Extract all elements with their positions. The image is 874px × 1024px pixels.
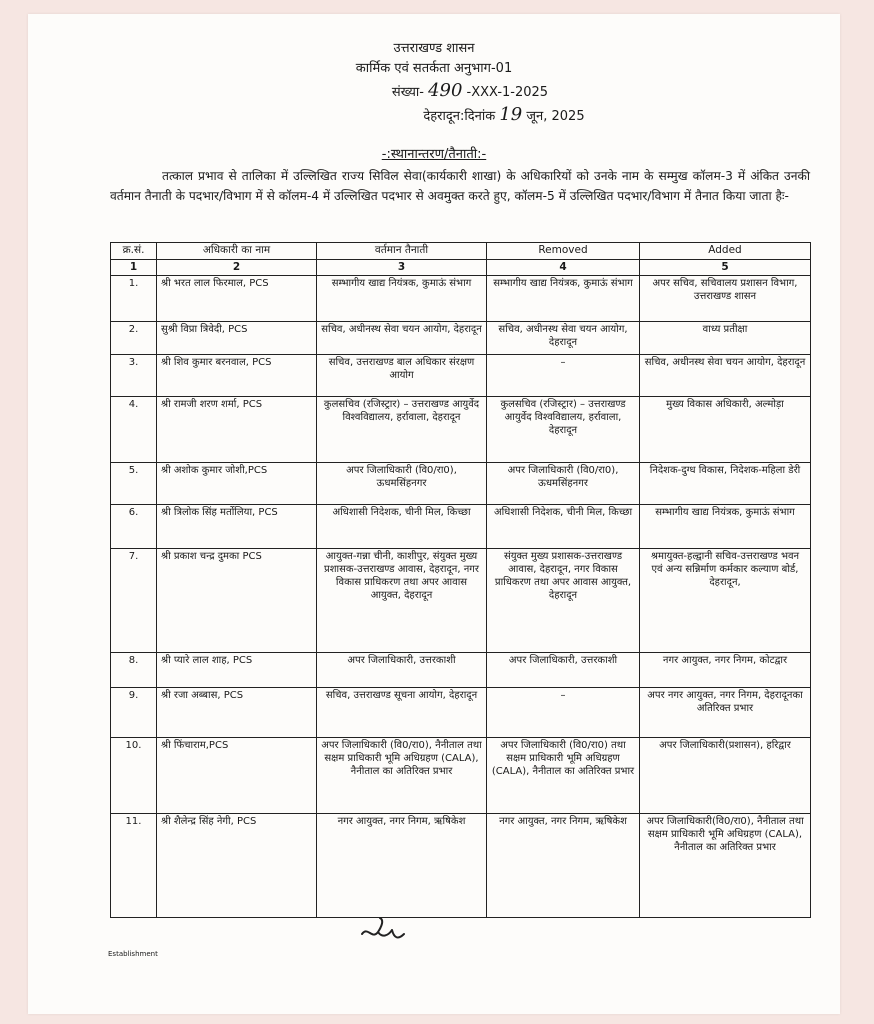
table-row xyxy=(111,549,811,653)
cell-removed: अपर जिलाधिकारी (वि0/रा0), ऊधमसिंहनगर xyxy=(487,463,640,505)
cell-added: नगर आयुक्त, नगर निगम, कोटद्वार xyxy=(640,653,811,688)
order-number xyxy=(28,80,874,101)
cell-removed: नगर आयुक्त, नगर निगम, ऋषिकेश xyxy=(487,814,640,918)
cell-serial: 2. xyxy=(111,322,157,355)
order-title: -:स्थानान्तरण/तैनाती:- xyxy=(381,147,487,162)
table-row xyxy=(111,355,811,397)
signature-mark xyxy=(358,914,408,946)
table-row xyxy=(111,276,811,322)
government-name: उत्तराखण्ड शासन xyxy=(393,41,475,56)
cell-added: निदेशक-दुग्ध विकास, निदेशक-महिला डेरी xyxy=(640,463,811,505)
table-row xyxy=(111,814,811,918)
header-added: Added xyxy=(640,243,811,260)
cell-current: सचिव, उत्तराखण्ड सूचना आयोग, देहरादून xyxy=(317,688,487,738)
cell-name: श्री शैलेन्द्र सिंह नेगी, PCS xyxy=(157,814,317,918)
cell-added: अपर सचिव, सचिवालय प्रशासन विभाग, उत्तराखण्ड शासन xyxy=(640,276,811,322)
cell-added: सम्भागीय खाद्य नियंत्रक, कुमाऊं संभाग xyxy=(640,505,811,549)
intro-text: तत्काल प्रभाव से तालिका में उल्लिखित राज्य सिविल सेवा(कार्यकारी शाखा) के अधिकारियों को उनके नाम के सम्मुख कॉलम-3 में अंकित उनकी वर्तमान तैनाती के पदभार/विभाग में से कॉलम-4 में उल्लिखित पदभार से अवमुक्त करते हुए, कॉलम-5 में उल्लिखित पदभार/विभाग में तैनात किया जाता हैः- xyxy=(110,169,810,203)
table-header-row xyxy=(111,243,811,260)
header-serial: क्र.सं. xyxy=(111,243,157,260)
column-number: 2 xyxy=(157,260,317,276)
table-row xyxy=(111,653,811,688)
column-number: 5 xyxy=(640,260,811,276)
cell-name: सुश्री विप्रा त्रिवेदी, PCS xyxy=(157,322,317,355)
order-number-prefix: संख्या- xyxy=(391,85,424,100)
cell-serial: 3. xyxy=(111,355,157,397)
cell-removed: अपर जिलाधिकारी, उत्तरकाशी xyxy=(487,653,640,688)
column-number: 3 xyxy=(317,260,487,276)
order-date-handwritten: 19 xyxy=(499,104,523,125)
cell-serial: 8. xyxy=(111,653,157,688)
cell-current: अपर जिलाधिकारी (वि0/रा0), नैनीताल तथा सक्षम प्राधिकारी भूमि अधिग्रहण (CALA), नैनीताल का अतिरिक्त प्रभार xyxy=(317,738,487,814)
cell-serial: 6. xyxy=(111,505,157,549)
cell-name: श्री भरत लाल फिरमाल, PCS xyxy=(157,276,317,322)
cell-removed: कुलसचिव (रजिस्ट्रार) – उत्तराखण्ड आयुर्वेद विश्वविद्यालय, हर्रावाला, देहरादून xyxy=(487,397,640,463)
footer-establishment: Establishment xyxy=(108,950,158,958)
cell-removed: सचिव, अधीनस्थ सेवा चयन आयोग, देहरादून xyxy=(487,322,640,355)
cell-current: सचिव, अधीनस्थ सेवा चयन आयोग, देहरादून xyxy=(317,322,487,355)
cell-name: श्री फिंचाराम,PCS xyxy=(157,738,317,814)
cell-added: श्रमायुक्त-हल्द्वानी सचिव-उत्तराखण्ड भवन एवं अन्य सन्निर्माण कर्मकार कल्याण बोर्ड, देहरादून, xyxy=(640,549,811,653)
transfer-table xyxy=(110,242,811,918)
cell-name: श्री रजा अब्बास, PCS xyxy=(157,688,317,738)
cell-removed: अधिशासी निदेशक, चीनी मिल, किच्छा xyxy=(487,505,640,549)
cell-removed: – xyxy=(487,355,640,397)
cell-current: कुलसचिव (रजिस्ट्रार) – उत्तराखण्ड आयुर्वेद विश्वविद्यालय, हर्रावाला, देहरादून xyxy=(317,397,487,463)
cell-serial: 5. xyxy=(111,463,157,505)
cell-current: नगर आयुक्त, नगर निगम, ऋषिकेश xyxy=(317,814,487,918)
cell-removed: संयुक्त मुख्य प्रशासक-उत्तराखण्ड आवास, देहरादून, नगर विकास प्राधिकरण तथा अपर आवास आयुक्त, देहरादून xyxy=(487,549,640,653)
cell-name: श्री प्यारे लाल शाह, PCS xyxy=(157,653,317,688)
table-row xyxy=(111,463,811,505)
cell-current: अधिशासी निदेशक, चीनी मिल, किच्छा xyxy=(317,505,487,549)
column-number: 4 xyxy=(487,260,640,276)
cell-current: आयुक्त-गन्ना चीनी, काशीपुर, संयुक्त मुख्य प्रशासक-उत्तराखण्ड आवास, देहरादून, नगर विकास प्राधिकरण तथा अपर आवास आयुक्त, देहरादून xyxy=(317,549,487,653)
table-row xyxy=(111,738,811,814)
cell-name: श्री रामजी शरण शर्मा, PCS xyxy=(157,397,317,463)
cell-serial: 10. xyxy=(111,738,157,814)
cell-serial: 9. xyxy=(111,688,157,738)
cell-serial: 4. xyxy=(111,397,157,463)
column-number-row xyxy=(111,260,811,276)
cell-serial: 1. xyxy=(111,276,157,322)
cell-name: श्री त्रिलोक सिंह मर्तोलिया, PCS xyxy=(157,505,317,549)
order-number-handwritten: 490 xyxy=(428,80,463,101)
header-name: अधिकारी का नाम xyxy=(157,243,317,260)
order-date-prefix: देहरादून:दिनांक xyxy=(423,109,496,124)
cell-removed: – xyxy=(487,688,640,738)
table-row xyxy=(111,397,811,463)
cell-name: श्री अशोक कुमार जोशी,PCS xyxy=(157,463,317,505)
cell-name: श्री प्रकाश चन्द्र दुमका PCS xyxy=(157,549,317,653)
order-date-suffix: जून, 2025 xyxy=(526,109,585,124)
cell-removed: अपर जिलाधिकारी (वि0/रा0) तथा सक्षम प्राधिकारी भूमि अधिग्रहण (CALA), नैनीताल का अतिरिक्त प्रभार xyxy=(487,738,640,814)
cell-serial: 11. xyxy=(111,814,157,918)
cell-current: सम्भागीय खाद्य नियंत्रक, कुमाऊं संभाग xyxy=(317,276,487,322)
order-date xyxy=(28,104,874,125)
cell-added: वाध्य प्रतीक्षा xyxy=(640,322,811,355)
intro-paragraph xyxy=(110,166,810,206)
cell-added: अपर जिलाधिकारी(वि0/रा0), नैनीताल तथा सक्षम प्राधिकारी भूमि अधिग्रहण (CALA), नैनीताल का अतिरिक्त प्रभार xyxy=(640,814,811,918)
document-page xyxy=(28,14,840,1014)
cell-added: मुख्य विकास अधिकारी, अल्मोड़ा xyxy=(640,397,811,463)
cell-added: अपर जिलाधिकारी(प्रशासन), हरिद्वार xyxy=(640,738,811,814)
header-removed: Removed xyxy=(487,243,640,260)
cell-serial: 7. xyxy=(111,549,157,653)
cell-removed: सम्भागीय खाद्य नियंत्रक, कुमाऊं संभाग xyxy=(487,276,640,322)
table-row xyxy=(111,322,811,355)
table-row xyxy=(111,688,811,738)
cell-added: अपर नगर आयुक्त, नगर निगम, देहरादूनका अतिरिक्त प्रभार xyxy=(640,688,811,738)
cell-name: श्री शिव कुमार बरनवाल, PCS xyxy=(157,355,317,397)
cell-current: अपर जिलाधिकारी, उत्तरकाशी xyxy=(317,653,487,688)
table-row xyxy=(111,505,811,549)
cell-current: अपर जिलाधिकारी (वि0/रा0), ऊधमसिंहनगर xyxy=(317,463,487,505)
cell-added: सचिव, अधीनस्थ सेवा चयन आयोग, देहरादून xyxy=(640,355,811,397)
cell-current: सचिव, उत्तराखण्ड बाल अधिकार संरक्षण आयोग xyxy=(317,355,487,397)
order-number-suffix: -XXX-1-2025 xyxy=(462,85,549,100)
department-name: कार्मिक एवं सतर्कता अनुभाग-01 xyxy=(355,61,513,76)
header-current: वर्तमान तैनाती xyxy=(317,243,487,260)
column-number: 1 xyxy=(111,260,157,276)
